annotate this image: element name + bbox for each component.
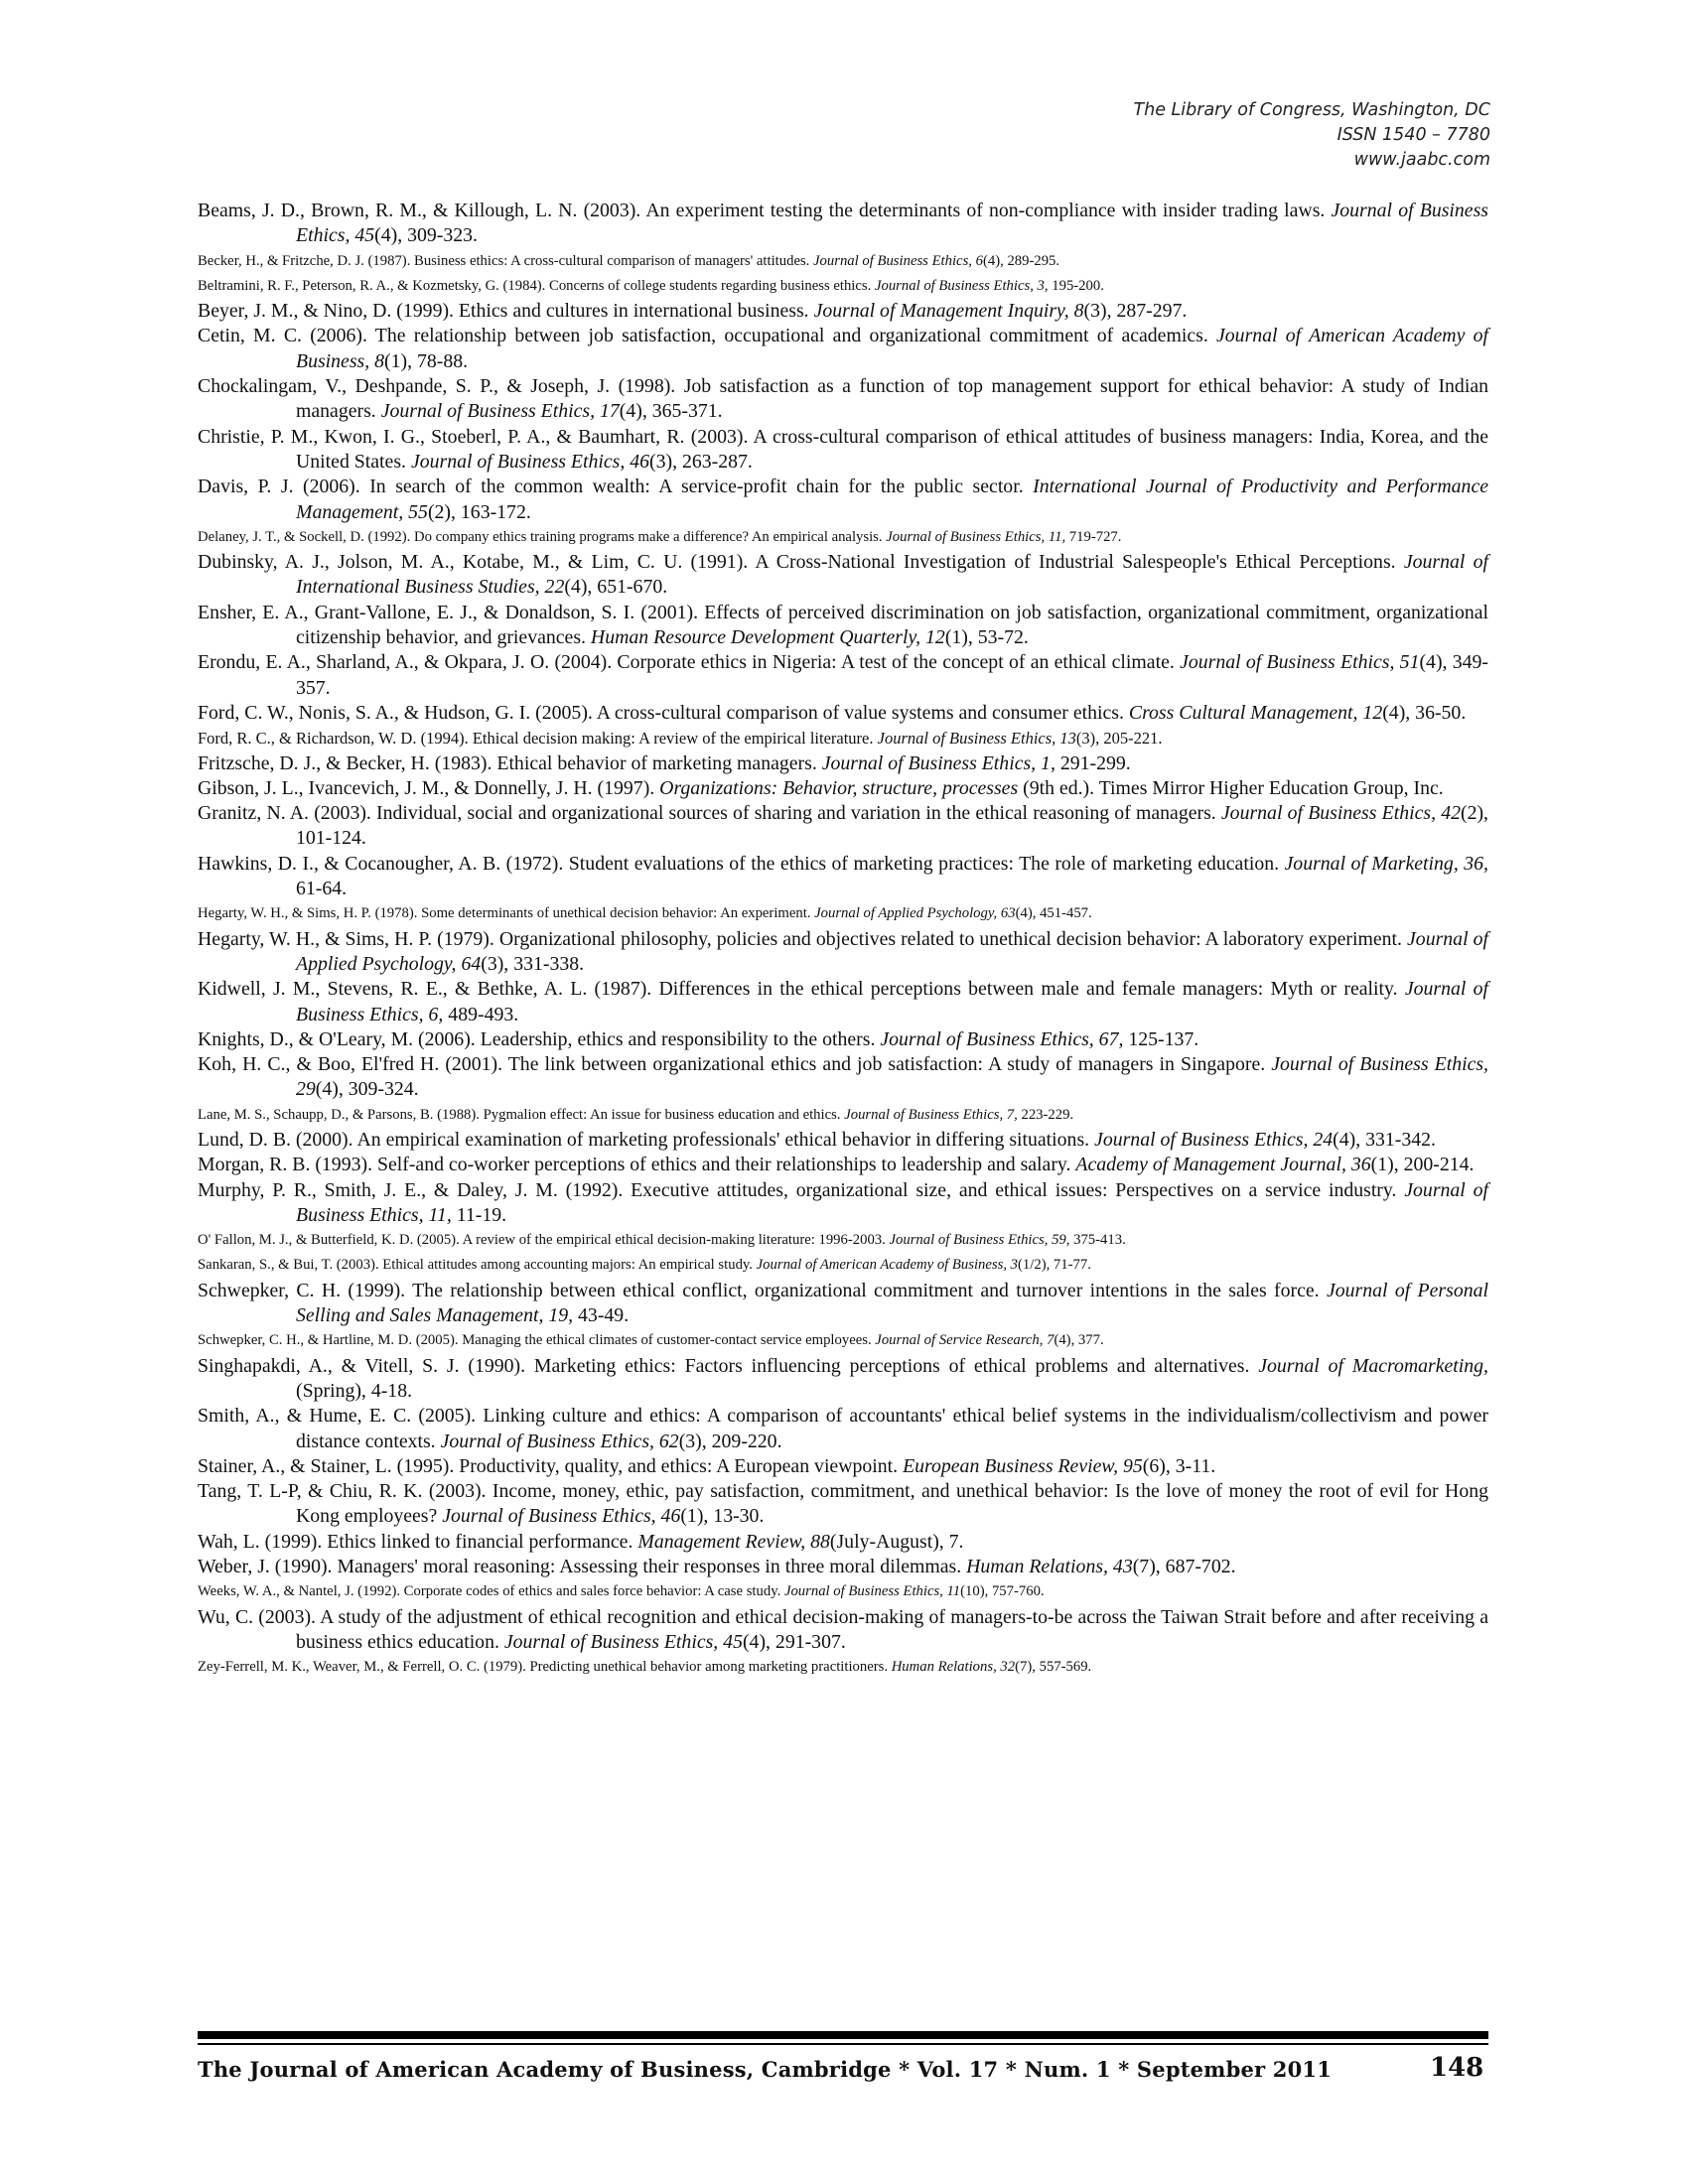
reference-text: Koh, H. C., & Boo, El'fred H. (2001). The link between organizational ethics and job satisfaction: A study of managers in Singapore.: [198, 1053, 1272, 1076]
reference-pages: 61-64.: [296, 878, 348, 900]
reference-journal: Human Relations, 43: [966, 1556, 1133, 1578]
reference-entry: [198, 726, 1488, 751]
reference-text: Chockalingam, V., Deshpande, S. P., & Joseph, J. (1998). Job satisfaction as a function of top management support for ethical behavior: A study of Indian managers.: [198, 375, 1488, 423]
reference-text: Beyer, J. M., & Nino, D. (1999). Ethics and cultures in international business.: [198, 300, 814, 323]
reference-journal: Journal of Business Ethics, 17: [380, 400, 620, 423]
reference-text: Morgan, R. B. (1993). Self-and co-worker perceptions of ethics and their relationships to leadership and salary.: [198, 1154, 1076, 1176]
reference-pages: (4), 331-342.: [1333, 1128, 1436, 1151]
reference-pages: 719-727.: [1065, 528, 1122, 545]
reference-journal: Human Resource Development Quarterly, 12: [590, 626, 945, 649]
reference-journal: Journal of Business Ethics, 24: [1094, 1128, 1334, 1151]
reference-pages: (10), 757-760.: [960, 1583, 1045, 1600]
reference-list: [198, 199, 1488, 1681]
reference-text: Hegarty, W. H., & Sims, H. P. (1979). Organizational philosophy, policies and objectives related to unethical decision behavior: A laboratory experiment.: [198, 927, 1408, 950]
reference-journal: Journal of Business Ethics, 3,: [874, 277, 1049, 294]
reference-pages: (1/2), 71-77.: [1018, 1257, 1091, 1274]
reference-pages: (July-August), 7.: [829, 1530, 964, 1553]
reference-pages: (9th ed.). Times Mirror Higher Education Group, Inc.: [1018, 776, 1444, 799]
reference-text: Cetin, M. C. (2006). The relationship between job satisfaction, occupational and organizational commitment of academics.: [198, 325, 1217, 347]
reference-entry: [198, 1027, 1488, 1052]
reference-pages: (3), 263-287.: [649, 450, 753, 473]
reference-text: Ford, C. W., Nonis, S. A., & Hudson, G. I. (2005). A cross-cultural comparison of value systems and consumer ethics.: [198, 701, 1129, 724]
reference-text: Wu, C. (2003). A study of the adjustment of ethical recognition and ethical decision-making of managers-to-be across the Taiwan Strait before and after receiving a business ethics education.: [198, 1605, 1488, 1653]
reference-entry: [198, 1279, 1488, 1329]
header-library-line: The Library of Congress, Washington, DC: [1133, 100, 1490, 120]
reference-text: Ford, R. C., & Richardson, W. D. (1994). Ethical decision making: A review of the empirical literature.: [198, 729, 878, 749]
reference-pages: (1), 200-214.: [1370, 1154, 1475, 1176]
reference-journal: Journal of Macromarketing,: [1258, 1354, 1488, 1377]
reference-pages: (4), 349-357.: [296, 651, 1489, 699]
reference-pages: (1), 13-30.: [680, 1505, 765, 1528]
reference-entry: [198, 1555, 1488, 1579]
reference-pages: (3), 205-221.: [1075, 729, 1163, 749]
reference-entry: [198, 374, 1488, 425]
reference-text: Schwepker, C. H., & Hartline, M. D. (2005). Managing the ethical climates of customer-contact service employees.: [198, 1332, 876, 1349]
reference-pages: (1), 78-88.: [384, 349, 469, 372]
reference-pages: 43-49.: [573, 1304, 630, 1327]
reference-entry: [198, 1253, 1488, 1278]
reference-journal: Organizations: Behavior, structure, processes: [659, 776, 1019, 799]
reference-pages: (4), 309-324.: [315, 1078, 419, 1101]
reference-text: Lund, D. B. (2000). An empirical examination of marketing professionals' ethical behavior in differing situations.: [198, 1128, 1095, 1151]
reference-entry: [198, 1052, 1488, 1103]
reference-pages: 11-19.: [451, 1203, 507, 1226]
reference-entry: [198, 1479, 1488, 1530]
reference-entry: [198, 650, 1488, 701]
reference-entry: [198, 475, 1488, 525]
reference-pages: 195-200.: [1048, 277, 1104, 294]
reference-entry: [198, 751, 1488, 776]
reference-text: O' Fallon, M. J., & Butterfield, K. D. (2005). A review of the empirical ethical decision-making literature: 1996-2003.: [198, 1232, 890, 1249]
reference-journal: Journal of Business Ethics, 13: [877, 729, 1076, 749]
header-issn-line: ISSN 1540 – 7780: [1336, 125, 1490, 145]
reference-journal: Journal of Business Ethics, 45: [296, 200, 1488, 247]
reference-journal: Academy of Management Journal, 36: [1075, 1154, 1371, 1176]
reference-pages: (4), 365-371.: [619, 400, 723, 423]
reference-pages: 291-299.: [1055, 751, 1131, 774]
reference-journal: Journal of Business Ethics, 6,: [296, 978, 1488, 1025]
reference-journal: Journal of International Business Studies, 22: [296, 551, 1489, 599]
reference-text: Murphy, P. R., Smith, J. E., & Daley, J. M. (1992). Executive attitudes, organizational size, and ethical issues: Perspectives on a service industry.: [198, 1178, 1405, 1201]
reference-text: Dubinsky, A. J., Jolson, M. A., Kotabe, M., & Lim, C. U. (1991). A Cross-National Investigation of Industrial Salespeople's Ethical Perceptions.: [198, 551, 1404, 574]
reference-text: Kidwell, J. M., Stevens, R. E., & Bethke, A. L. (1987). Differences in the ethical perceptions between male and female managers: Myth or reality.: [198, 978, 1405, 1001]
reference-entry: [198, 901, 1488, 926]
reference-pages: (7), 687-702.: [1132, 1556, 1236, 1578]
reference-text: Granitz, N. A. (2003). Individual, social and organizational sources of sharing and variation in the ethical reasoning of managers.: [198, 802, 1221, 825]
reference-text: Lane, M. S., Schaupp, D., & Parsons, B. (1988). Pygmalion effect: An issue for business education and ethics.: [198, 1106, 845, 1123]
reference-entry: [198, 1530, 1488, 1555]
reference-entry: [198, 1579, 1488, 1604]
header-website-line: www.jaabc.com: [1353, 150, 1490, 170]
reference-pages: (3), 287-297.: [1083, 300, 1188, 323]
reference-journal: Human Relations, 32: [891, 1659, 1016, 1676]
reference-pages: (4), 289-295.: [982, 252, 1060, 269]
reference-text: Zey-Ferrell, M. K., Weaver, M., & Ferrell, O. C. (1979). Predicting unethical behavior among marketing practitioners.: [198, 1659, 892, 1676]
reference-pages: (Spring), 4-18.: [296, 1379, 413, 1402]
reference-journal: Journal of Applied Psychology, 64: [296, 927, 1488, 975]
reference-entry: [198, 776, 1488, 801]
reference-pages: (3), 331-338.: [481, 952, 585, 975]
reference-text: Singhapakdi, A., & Vitell, S. J. (1990). Marketing ethics: Factors influencing perceptions of ethical problems and alternatives.: [198, 1354, 1259, 1377]
reference-pages: (6), 3-11.: [1142, 1454, 1216, 1477]
reference-journal: Journal of Business Ethics, 67,: [880, 1027, 1124, 1050]
reference-journal: Journal of Business Ethics, 7,: [844, 1106, 1018, 1123]
reference-pages: (3), 209-220.: [678, 1430, 782, 1452]
reference-entry: [198, 1404, 1488, 1454]
reference-text: Schwepker, C. H. (1999). The relationship between ethical conflict, organizational commitment and turnover intentions in the sales force.: [198, 1279, 1327, 1301]
reference-journal: Journal of Business Ethics, 11,: [886, 528, 1066, 545]
reference-pages: (4), 651-670.: [564, 576, 668, 599]
reference-text: Stainer, A., & Stainer, L. (1995). Productivity, quality, and ethics: A European viewpoint.: [198, 1454, 904, 1477]
reference-journal: Journal of American Academy of Business, 8: [296, 325, 1488, 372]
reference-pages: 125-137.: [1123, 1027, 1199, 1050]
reference-journal: Journal of Management Inquiry, 8: [813, 300, 1084, 323]
reference-journal: Journal of Service Research, 7: [875, 1332, 1055, 1349]
reference-text: Gibson, J. L., Ivancevich, J. M., & Donnelly, J. H. (1997).: [198, 776, 660, 799]
reference-pages: (4), 36-50.: [1382, 701, 1467, 724]
reference-entry: [198, 199, 1488, 249]
reference-journal: International Journal of Productivity and Performance Management, 55: [296, 476, 1488, 523]
reference-entry: [198, 324, 1488, 374]
reference-entry: [198, 1605, 1488, 1656]
reference-pages: 375-413.: [1069, 1232, 1126, 1249]
reference-entry: [198, 801, 1488, 852]
reference-entry: [198, 274, 1488, 299]
reference-entry: [198, 425, 1488, 476]
reference-journal: Journal of Business Ethics, 46: [410, 450, 650, 473]
reference-text: Hegarty, W. H., & Sims, H. P. (1978). Some determinants of unethical decision behavior: An experiment.: [198, 905, 815, 922]
reference-entry: [198, 525, 1488, 550]
reference-text: Fritzsche, D. J., & Becker, H. (1983). Ethical behavior of marketing managers.: [198, 751, 822, 774]
reference-pages: 489-493.: [443, 1003, 519, 1025]
reference-journal: Journal of Business Ethics, 11: [783, 1583, 961, 1600]
reference-journal: Journal of Business Ethics, 29: [296, 1053, 1489, 1101]
reference-entry: [198, 701, 1488, 726]
reference-text: Beams, J. D., Brown, R. M., & Killough, L. N. (2003). An experiment testing the determinants of non-compliance with insider trading laws.: [198, 200, 1332, 221]
reference-journal: Journal of American Academy of Business, 3: [756, 1257, 1019, 1274]
footer-rule-thin: [198, 2043, 1488, 2045]
reference-entry: [198, 1103, 1488, 1128]
reference-pages: (4), 291-307.: [742, 1630, 846, 1653]
reference-entry: [198, 1128, 1488, 1153]
reference-entry: [198, 550, 1488, 601]
reference-pages: (4), 377.: [1054, 1332, 1104, 1349]
reference-journal: Management Review, 88: [637, 1530, 830, 1553]
reference-entry: [198, 1228, 1488, 1253]
reference-text: Sankaran, S., & Bui, T. (2003). Ethical attitudes among accounting majors: An empirical study.: [198, 1257, 757, 1274]
reference-entry: [198, 601, 1488, 651]
reference-entry: [198, 927, 1488, 978]
reference-journal: Journal of Business Ethics, 51: [1180, 651, 1420, 674]
page-number: 148: [1430, 2053, 1484, 2083]
reference-journal: Journal of Business Ethics, 46: [442, 1505, 681, 1528]
reference-journal: Journal of Business Ethics, 62: [440, 1430, 679, 1452]
reference-journal: Journal of Business Ethics, 59,: [889, 1232, 1070, 1249]
reference-pages: 223-229.: [1017, 1106, 1074, 1123]
reference-text: Wah, L. (1999). Ethics linked to financial performance.: [198, 1530, 638, 1553]
footer-journal-line: The Journal of American Academy of Business, Cambridge * Vol. 17 * Num. 1 * September 2011: [198, 2057, 1333, 2082]
reference-text: Beltramini, R. F., Peterson, R. A., & Kozmetsky, G. (1984). Concerns of college students regarding business ethics.: [198, 277, 875, 294]
reference-text: Delaney, J. T., & Sockell, D. (1992). Do company ethics training programs make a difference? An empirical analysis.: [198, 528, 887, 545]
reference-text: Tang, T. L-P, & Chiu, R. K. (2003). Income, money, ethic, pay satisfaction, commitment, and unethical behavior: Is the love of money the root of evil for Hong Kong employees?: [198, 1480, 1488, 1528]
reference-journal: Journal of Marketing, 36,: [1284, 852, 1488, 875]
footer-rule-thick: [198, 2031, 1488, 2039]
reference-entry: [198, 1328, 1488, 1353]
reference-journal: Journal of Business Ethics, 1,: [821, 751, 1055, 774]
reference-pages: (1), 53-72.: [944, 626, 1029, 649]
reference-pages: (7), 557-569.: [1015, 1659, 1092, 1676]
reference-pages: (2), 163-172.: [427, 500, 531, 523]
reference-journal: Journal of Business Ethics, 45: [503, 1630, 743, 1653]
reference-entry: [198, 1178, 1488, 1229]
reference-text: Knights, D., & O'Leary, M. (2006). Leadership, ethics and responsibility to the others.: [198, 1027, 881, 1050]
reference-text: Weber, J. (1990). Managers' moral reasoning: Assessing their responses in three moral dilemmas.: [198, 1556, 967, 1578]
reference-text: Ensher, E. A., Grant-Vallone, E. J., & Donaldson, S. I. (2001). Effects of perceived discrimination on job satisfaction, organizational commitment, organizational citizenship behavior, and grievances.: [198, 601, 1488, 649]
reference-journal: Journal of Business Ethics, 42: [1220, 802, 1461, 825]
reference-journal: European Business Review, 95: [903, 1454, 1143, 1477]
reference-pages: (4), 309-323.: [374, 224, 478, 247]
reference-journal: Cross Cultural Management, 12: [1128, 701, 1383, 724]
reference-text: Christie, P. M., Kwon, I. G., Stoeberl, P. A., & Baumhart, R. (2003). A cross-cultural comparison of ethical attitudes of business managers: India, Korea, and the United States.: [198, 425, 1488, 473]
reference-text: Erondu, E. A., Sharland, A., & Okpara, J. O. (2004). Corporate ethics in Nigeria: A test of the concept of an ethical climate.: [198, 651, 1181, 674]
reference-entry: [198, 1153, 1488, 1177]
reference-pages: (4), 451-457.: [1015, 905, 1092, 922]
reference-text: Hawkins, D. I., & Cocanougher, A. B. (1972). Student evaluations of the ethics of marketing practices: The role of marketing education.: [198, 852, 1285, 875]
reference-entry: [198, 1354, 1488, 1405]
reference-entry: [198, 1655, 1488, 1680]
reference-text: Davis, P. J. (2006). In search of the common wealth: A service-profit chain for the public sector.: [198, 476, 1034, 498]
reference-journal: Journal of Applied Psychology, 63: [814, 905, 1016, 922]
reference-pages: (2), 101-124.: [296, 802, 1488, 850]
page-header: [1133, 98, 1490, 173]
reference-journal: Journal of Personal Selling and Sales Management, 19,: [296, 1279, 1488, 1327]
reference-journal: Journal of Business Ethics, 11,: [296, 1178, 1488, 1226]
reference-entry: [198, 249, 1488, 274]
reference-entry: [198, 852, 1488, 902]
reference-entry: [198, 299, 1488, 324]
reference-text: Smith, A., & Hume, E. C. (2005). Linking culture and ethics: A comparison of accountants' ethical belief systems in the individualism/collectivism and power distance contexts.: [198, 1405, 1488, 1452]
reference-entry: [198, 977, 1488, 1027]
reference-journal: Journal of Business Ethics, 6: [813, 252, 983, 269]
reference-entry: [198, 1454, 1488, 1479]
reference-text: Weeks, W. A., & Nantel, J. (1992). Corporate codes of ethics and sales force behavior: A case study.: [198, 1583, 784, 1600]
reference-text: Becker, H., & Fritzche, D. J. (1987). Business ethics: A cross-cultural comparison of managers' attitudes.: [198, 252, 814, 269]
